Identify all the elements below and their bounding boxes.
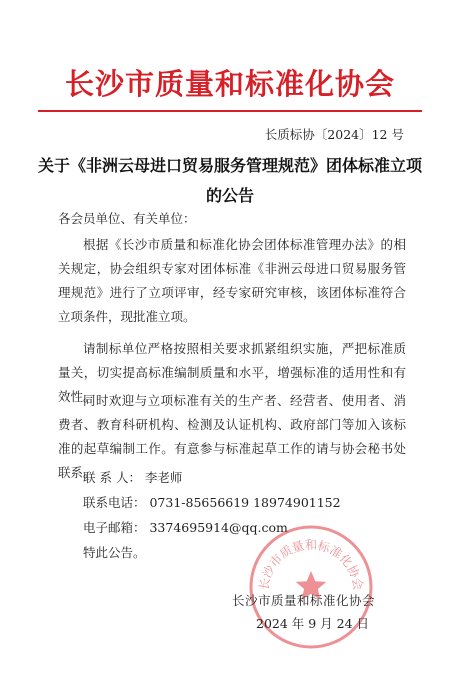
notice-title: 关于《非洲云母进口贸易服务管理规范》团体标准立项的公告 xyxy=(38,156,423,205)
contact-email[interactable]: 电子邮箱： 3374695914@qq.com xyxy=(83,520,288,535)
official-seal xyxy=(246,522,376,652)
signature-date: 2024 年 9 月 24 日 xyxy=(256,616,370,631)
letterhead-rule xyxy=(38,110,422,112)
signature-organization: 长沙市质量和标准化协会 xyxy=(232,593,376,608)
salutation: 各会员单位、有关单位： xyxy=(58,211,196,226)
document-number: 长质标协〔2024〕12 号 xyxy=(264,127,404,142)
body-paragraph-3: 同时欢迎与立项标准有关的生产者、经营者、使用者、消费者、教育科研机构、检测及认证机构、政府部门等加入该标准的起草编制工作。有意参与标准起草工作的请与协会秘书处联系。 xyxy=(58,393,406,480)
body-paragraph-2: 请制标单位严格按照相关要求抓紧组织实施，严把标准质量关，切实提高标准编制质量和水平，增强标准的适用性和有效性。 xyxy=(58,341,406,404)
seal-text: 长沙市质量和标准化协会 xyxy=(256,538,366,592)
contact-person: 联 系 人： 李老师 xyxy=(83,470,183,485)
closing-statement: 特此公告。 xyxy=(83,545,146,560)
letterhead-title: 长沙市质量和标准化协会 xyxy=(64,67,395,101)
contact-phone: 联系电话： 0731-85656619 18974901152 xyxy=(83,495,341,510)
body-paragraph-1: 根据《长沙市质量和标准化协会团体标准管理办法》的相关规定，协会组织专家对团体标准《非洲云母进口贸易服务管理规范》进行了立项评审，经专家研究审核，该团体标准符合立项条件，现批准立项。 xyxy=(58,237,406,324)
